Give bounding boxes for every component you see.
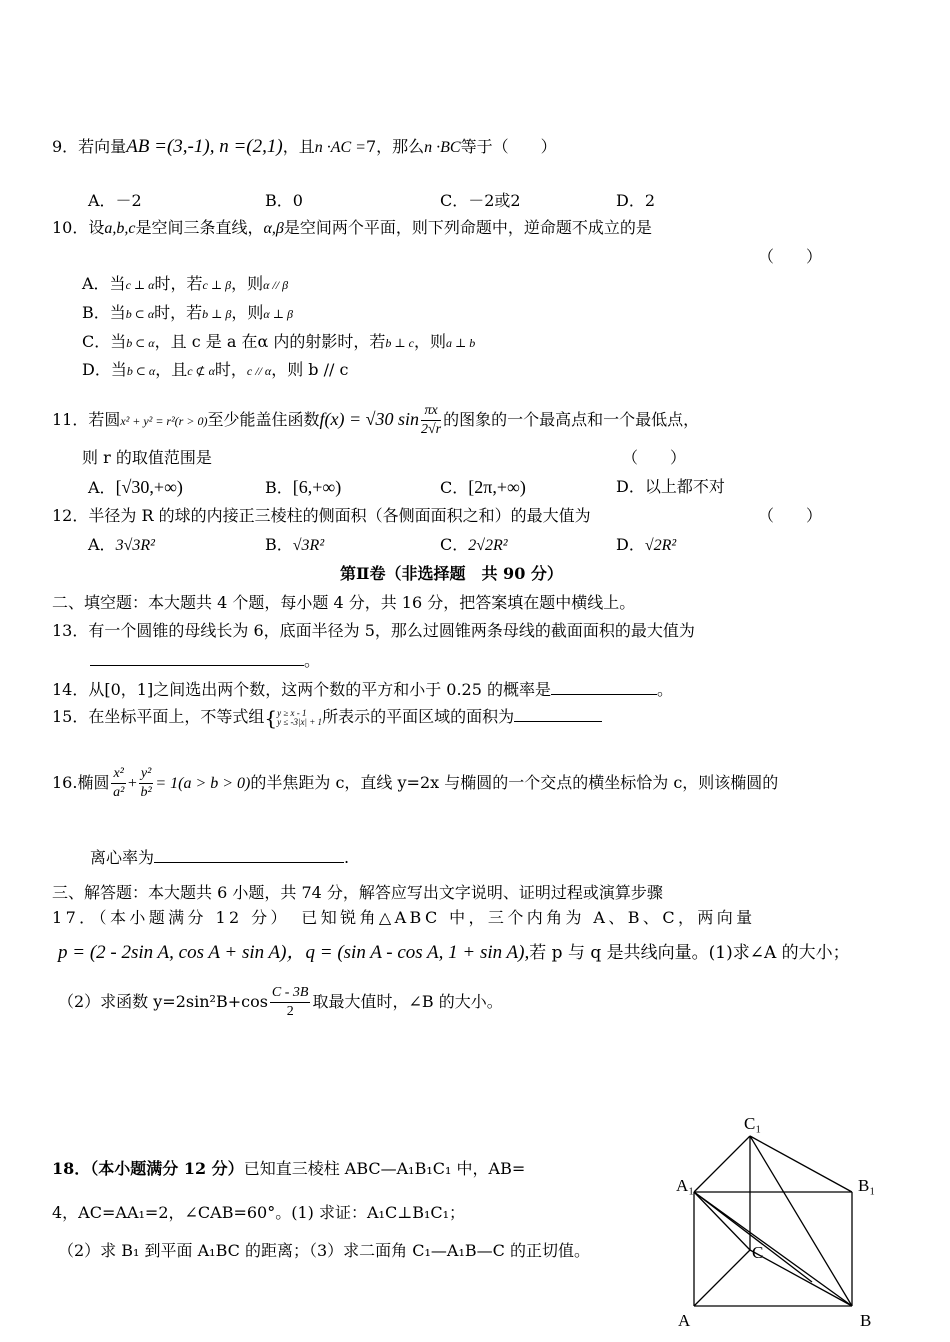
q10-d-end: ，则 b // c	[271, 360, 349, 379]
edge-a1-inner	[694, 1192, 812, 1282]
q16-end: .	[344, 848, 350, 867]
q12-option-d	[616, 534, 676, 557]
q10-d-pre: D．当	[82, 360, 127, 379]
q11-frac-den: 2√r	[420, 422, 442, 437]
q10-c-m2: ，则	[413, 332, 446, 351]
q11-option-a	[88, 476, 183, 499]
q10-b-m2: ，则	[231, 303, 264, 322]
q10-d-f1: b ⊂ α	[126, 364, 156, 378]
q15-line	[52, 705, 602, 728]
q12-line: 12．半径为 R 的球的内接正三棱柱的侧面积（各侧面面积之和）的最大值为	[52, 506, 591, 525]
q11-frac-num: πx	[421, 402, 441, 421]
q10-c-pre: C．当	[82, 332, 127, 351]
q9-option-c: C．－2或2	[440, 191, 521, 210]
q11-c-val: [2π,+∞)	[468, 477, 526, 497]
section2-title: 第Ⅱ卷（非选择题 共 90 分）	[340, 564, 563, 583]
q10-line	[52, 217, 652, 240]
q11-circle: x² + y² = r²(r > 0)	[120, 414, 208, 428]
q11-c-label: C．	[440, 478, 469, 497]
q12-c-val: 2√2R²	[468, 537, 508, 554]
q12-d-label: D．	[616, 535, 645, 554]
q10-option-c	[82, 331, 475, 354]
q16-num2: y²	[139, 765, 153, 784]
q11-a-val: [√30,+∞)	[115, 477, 183, 497]
q13-blank[interactable]	[90, 649, 304, 666]
q18-head: 18．（本小题满分 12 分）	[52, 1159, 244, 1178]
q11-line2: 则 r 的取值范围是	[82, 448, 212, 467]
label-b: B	[860, 1311, 872, 1330]
q11-b-val: [6,+∞)	[292, 477, 342, 497]
q9-val: 7，那么	[365, 137, 425, 156]
q13-end: 。	[304, 651, 321, 670]
q10-b-f1: b ⊂ α	[125, 307, 155, 321]
q15-blank[interactable]	[514, 705, 602, 722]
q9-mid: ，且	[282, 137, 315, 156]
q16-frac-x	[111, 765, 125, 802]
q9-option-b: B．0	[265, 191, 303, 210]
q12-b-label: B．	[265, 535, 293, 554]
q9-formula-nac: n ·AC =	[314, 139, 366, 156]
q12-option-c	[440, 534, 508, 557]
q10-tail: 是空间两个平面，则下列命题中，逆命题不成立的是	[283, 218, 652, 237]
q13-line: 13．有一个圆锥的母线长为 6，底面半径为 5，那么过圆锥两条母线的截面面积的最大值为	[52, 621, 695, 640]
q11-lead: 11．若圆	[52, 410, 121, 429]
q10-c-f2: b ⊥ c	[385, 336, 414, 350]
q15-sys1: y ≥ x - 1	[277, 707, 307, 718]
q17-line2	[58, 942, 850, 964]
q10-b-m1: 时，若	[154, 303, 203, 322]
label-c1: C₁	[744, 1114, 762, 1133]
q16-blank[interactable]	[154, 846, 344, 863]
q18-line1	[52, 1158, 525, 1180]
q10-alpha-beta: α,β	[263, 220, 284, 237]
q17-den: 2	[286, 1004, 294, 1019]
q15-text: 15．在坐标平面上，不等式组	[52, 707, 265, 726]
q14-text: 14．从[0，1]之间选出两个数，这两个数的平方和小于 0.25 的概率是	[52, 680, 552, 699]
q16-frac-y	[139, 765, 153, 802]
q11-func: f(x) = √30 sin	[319, 409, 419, 429]
q9-line	[52, 136, 557, 159]
q15-sys2: y ≤ -3|x| + 1	[277, 716, 323, 727]
q10-a-m1: 时，若	[154, 274, 203, 293]
q16-den2: b²	[140, 785, 152, 800]
label-b1: B₁	[858, 1176, 876, 1195]
q10-abc: a,b,c	[104, 220, 136, 237]
q10-mid: 是空间三条直线，	[135, 218, 264, 237]
q10-a-pre: A．当	[82, 274, 126, 293]
q16-eq: = 1(a > b > 0)	[155, 775, 251, 792]
q17-q: ，q = (sin A - cos A, 1 + sin A),	[286, 942, 530, 963]
q12-d-val: √2R²	[644, 537, 677, 554]
q12-option-b	[265, 534, 324, 557]
q16-lead: 16.椭圆	[52, 773, 110, 792]
q12-b-val: √3R²	[292, 537, 325, 554]
q11-fraction	[421, 402, 441, 439]
q11-tail: 的图象的一个最高点和一个最低点，	[443, 410, 700, 429]
q10-c-f1: b ⊂ α	[126, 336, 155, 350]
label-a1: A₁	[676, 1176, 695, 1195]
q9-tail: 等于（ ）	[460, 137, 557, 156]
q10-option-b	[82, 302, 293, 325]
q15-tail: 所表示的平面区域的面积为	[322, 707, 515, 726]
q11-a-label: A．	[88, 478, 116, 497]
edge-a1b	[694, 1192, 852, 1306]
edge-ac	[694, 1250, 750, 1306]
q14-blank[interactable]	[551, 678, 657, 695]
q12-paren: （ ）	[758, 506, 823, 525]
q9-option-d: D．2	[616, 191, 656, 210]
q17-line3	[58, 980, 503, 1024]
q16-line2	[90, 846, 349, 869]
q18-line1-text: 已知直三棱柱 ABC—A₁B₁C₁ 中，AB=	[243, 1159, 526, 1178]
prism-figure	[672, 1112, 892, 1338]
label-c: C	[752, 1243, 764, 1262]
q9-formula-ab: AB =(3,-1), n =(2,1)	[126, 136, 283, 157]
q10-lead: 10．设	[52, 218, 105, 237]
edge-a1c1	[694, 1136, 750, 1192]
q11-option-d	[616, 476, 725, 498]
q10-paren: （ ）	[758, 247, 823, 266]
q11-line	[52, 396, 699, 442]
q11-d-label: D．	[616, 477, 645, 496]
q10-option-a	[82, 273, 288, 296]
q10-option-d	[82, 359, 348, 382]
q16-tail: 的半焦距为 c，直线 y=2x 与椭圆的一个交点的横坐标恰为 c，则该椭圆的	[250, 773, 779, 792]
q12-a-val: 3√3R²	[115, 537, 155, 554]
q11-option-c	[440, 476, 526, 499]
q18-line2: 4，AC=AA₁=2，∠CAB=60°。(1) 求证：A₁C⊥B₁C₁；	[52, 1203, 466, 1222]
edge-a1c	[694, 1192, 750, 1250]
q10-b-f3: α ⊥ β	[263, 307, 293, 321]
q10-d-f3: c // α	[246, 364, 272, 378]
q10-a-f3: α // β	[263, 278, 289, 292]
q17-num: C - 3B	[270, 984, 311, 1003]
q16-line2-text: 离心率为	[90, 848, 155, 867]
q17-l3a: （2）求函数 y=2sin²B+cos	[58, 992, 268, 1011]
q17-frac	[270, 984, 311, 1021]
q14-end: 。	[657, 680, 674, 699]
q9-lead: 9．若向量	[52, 137, 127, 156]
q17-l3b: 取最大值时，∠B 的大小。	[312, 992, 503, 1011]
q16-line: 16.椭圆 $\frac{\text{x²}}{\text{a²}}$ + $\frac{\text{y²}}{\text{b²}}$ = 1(a > b > 0)的半焦距为 c，直线 y=2x 与椭圆的一个交点的横坐标恰为 c，则该椭圆的	[52, 766, 779, 800]
q14-line	[52, 678, 673, 701]
fill-heading: 二、填空题：本大题共 4 个题，每小题 4 分，共 16 分，把答案填在题中横线上。	[52, 593, 636, 612]
q16-num1: x²	[111, 765, 125, 784]
q12-c-label: C．	[440, 535, 469, 554]
q11-b-label: B．	[265, 478, 293, 497]
q9-option-a: A．－2	[88, 191, 142, 210]
edge-c1b	[750, 1136, 852, 1306]
label-a: A	[678, 1311, 691, 1330]
q9-formula-nbc: n ·BC	[424, 139, 461, 156]
q10-b-f2: b ⊥ β	[202, 307, 232, 321]
q10-d-f2: c ⊄ α	[187, 364, 215, 378]
q10-c-m1: ，且 c 是 a 在α 内的射影时，若	[154, 332, 386, 351]
q16-den1: a²	[113, 785, 125, 800]
q12-a-label: A．	[88, 535, 116, 554]
q10-d-m2: 时，	[214, 360, 247, 379]
q17-tail: 若 p 与 q 是共线向量。(1)求∠A 的大小；	[529, 943, 850, 963]
q15-system	[277, 709, 322, 727]
edge-cb	[750, 1250, 852, 1306]
q11-mid: 至少能盖住函数	[207, 410, 320, 429]
q10-a-f2: c ⊥ β	[202, 278, 232, 292]
q10-a-m2: ，则	[231, 274, 264, 293]
q17-p: p = (2 - 2sin A, cos A + sin A)	[58, 942, 287, 963]
q10-a-f1: c ⊥ α	[125, 278, 155, 292]
q18-line3: （2）求 B₁ 到平面 A₁BC 的距离；（3）求二面角 C₁—A₁B—C 的正切值。	[58, 1241, 590, 1260]
q13-answer-line	[90, 649, 320, 672]
q12-option-a	[88, 534, 155, 557]
q10-b-pre: B．当	[82, 303, 126, 322]
q10-d-m1: ，且	[155, 360, 188, 379]
q11-paren: （ ）	[622, 448, 687, 467]
q10-c-f3: a ⊥ b	[446, 336, 476, 350]
q15-brace: {	[264, 705, 278, 730]
q17-line1: 17．（本小题满分 12 分） 已知锐角△ABC 中，三个内角为 A、B、C，两向量	[52, 908, 756, 927]
q11-option-b	[265, 476, 341, 499]
answer-heading: 三、解答题：本大题共 6 小题，共 74 分，解答应写出文字说明、证明过程或演算步骤	[52, 883, 663, 902]
q11-d-val: 以上都不对	[644, 477, 725, 496]
edge-c1b1	[750, 1136, 852, 1192]
